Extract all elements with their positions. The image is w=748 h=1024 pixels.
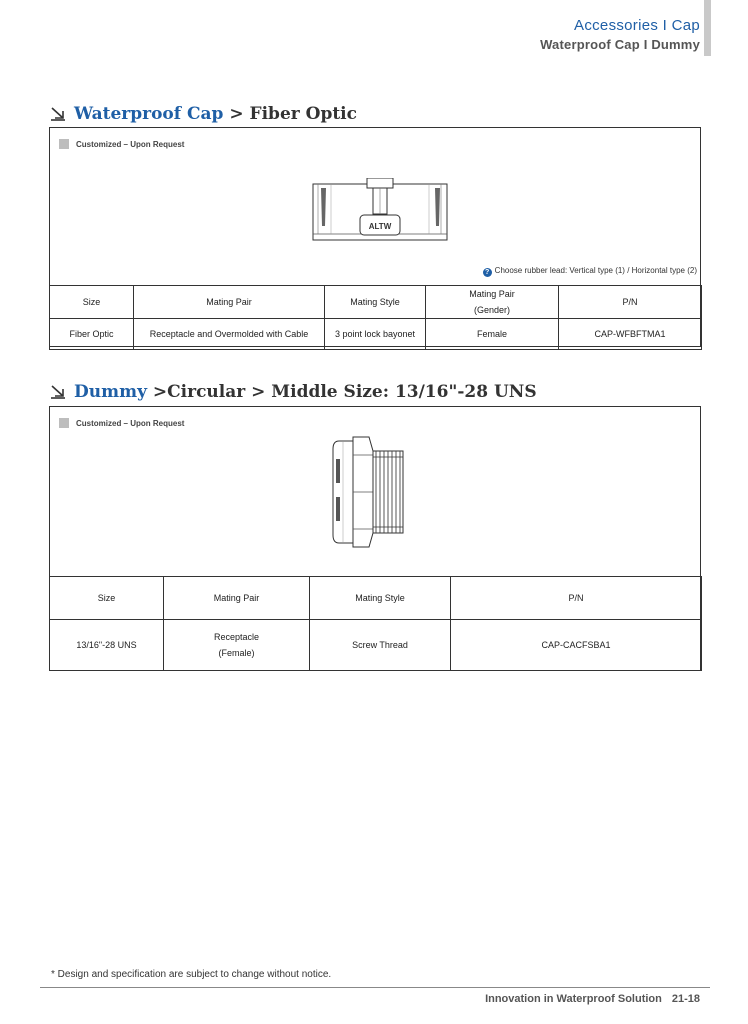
page-number: 21-18 [671,993,700,1005]
footnote: * Design and specification are subject to change without notice. [51,969,332,980]
header-pn: P/N [451,577,702,620]
product-marking: ALTW [368,222,392,231]
section-title-dummy [50,382,537,402]
cell-pn: CAP-CACFSBA1 [451,620,702,671]
section-title-waterproof-cap [50,104,357,124]
footer-slogan: Innovation in Waterproof Solution [485,993,662,1005]
cell-gender: Female [426,319,559,350]
arrow-down-right-icon [50,107,66,121]
header-category: Accessories I Cap [574,17,700,34]
rubber-lead-note-text: Choose rubber lead: Vertical type (1) / Horizontal type (2) [494,266,697,275]
table-row [50,620,702,671]
customized-label: Customized – Upon Request [76,419,185,428]
section-title-accent: Waterproof Cap [74,104,224,124]
header-mating-pair-gender [426,286,559,319]
waterproof-cap-spec-table [49,285,702,350]
cell-mating-pair-label: Receptacle [213,632,260,642]
footer-divider [40,987,710,988]
cell-mating-pair-gender: (Female) [218,648,255,658]
cell-size: Fiber Optic [50,319,134,350]
header-size: Size [50,577,164,620]
cell-mating-pair: Receptacle and Overmolded with Cable [134,319,325,350]
header-pn: P/N [559,286,702,319]
header-mating-style: Mating Style [325,286,426,319]
rubber-lead-note [483,266,697,277]
table-header-row [50,577,702,620]
header-mating-style: Mating Style [310,577,451,620]
customized-label: Customized – Upon Request [76,140,185,149]
cell-size: 13/16"-28 UNS [50,620,164,671]
footer [485,993,700,1005]
section-title-rest: > Fiber Optic [223,104,357,124]
waterproof-cap-drawing [312,178,450,244]
header-mating-pair: Mating Pair [134,286,325,319]
cell-mating-style: 3 point lock bayonet [325,319,426,350]
table-header-row [50,286,702,319]
header-subtitle: Waterproof Cap I Dummy [540,37,700,52]
header-size: Size [50,286,134,319]
cell-pn: CAP-WFBFTMA1 [559,319,702,350]
header-gender-label: (Gender) [473,305,510,315]
help-icon: ? [483,268,492,277]
waterproof-cap-panel [49,127,701,347]
header-side-bar [704,0,711,56]
dummy-plug-drawing [329,435,411,549]
customized-note [59,139,184,149]
cell-mating-pair [164,620,310,671]
dummy-panel [49,406,701,671]
cell-mating-style: Screw Thread [310,620,451,671]
table-row [50,319,702,350]
header-mating-pair-label: Mating Pair [469,289,515,299]
square-bullet-icon [59,418,69,428]
square-bullet-icon [59,139,69,149]
customized-note [59,418,184,428]
section-title-rest: >Circular > Middle Size: 13/16"-28 UNS [146,382,537,402]
header-mating-pair: Mating Pair [164,577,310,620]
arrow-down-right-icon [50,385,66,399]
section-title-accent: Dummy [74,382,147,402]
dummy-spec-table [49,576,702,671]
